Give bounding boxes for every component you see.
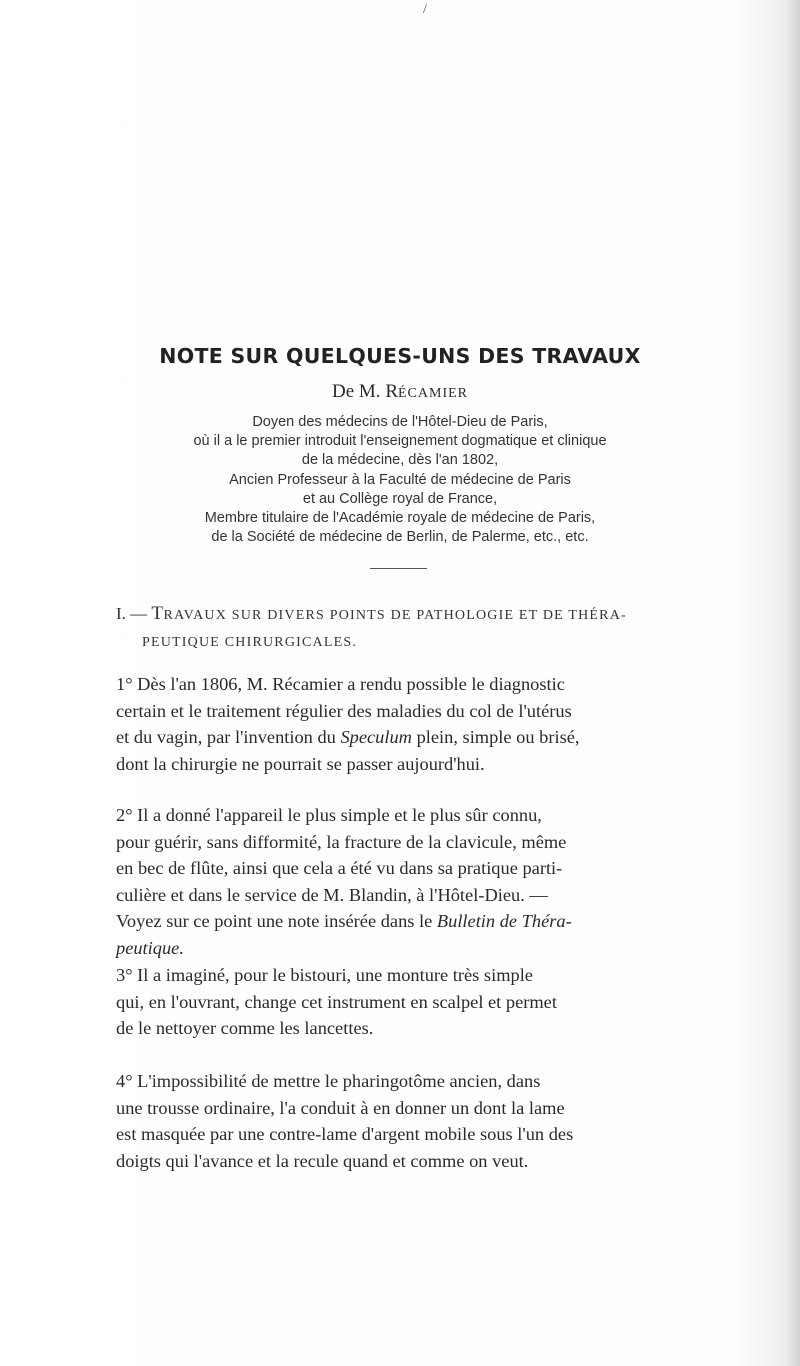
paragraph-line: une trousse ordinaire, l'a conduit à en donner un dont la lame <box>116 1097 565 1118</box>
paragraph-line: et du vagin, par l'invention du Speculum plein, simple ou brisé, <box>116 727 580 748</box>
paragraph-line: 3° Il a imaginé, pour le bistouri, une monture très simple <box>116 965 533 985</box>
section-heading-line1: RAVAUX SUR DIVERS POINTS DE PATHOLOGIE ET DE THÉRA- <box>163 608 627 623</box>
author-line <box>0 381 800 403</box>
paragraph-line: qui, en l'ouvrant, change cet instrument en scalpel et permet <box>116 991 557 1012</box>
page-title: NOTE SUR QUELQUES-UNS DES TRAVAUX <box>159 344 641 368</box>
speculum-term: Speculum <box>340 727 412 748</box>
credential-line: Doyen des médecins de l'Hôtel-Dieu de Paris, <box>252 414 548 430</box>
paragraph-4 <box>116 1068 696 1174</box>
page-edge-shadow <box>786 0 800 1366</box>
bulletin-title: Bulletin de Théra- <box>436 911 572 932</box>
section-heading <box>116 600 686 656</box>
credential-line: de la Société de médecine de Berlin, de Palerme, etc., etc. <box>211 529 589 546</box>
paragraph-3 <box>116 962 696 1042</box>
paragraph-line: est masquée par une contre-lame d'argent mobile sous l'un des <box>116 1124 574 1145</box>
paragraph-line: doigts qui l'avance et la recule quand et comme on veut. <box>116 1150 529 1171</box>
credential-line: Membre titulaire de l'Académie royale de médecine de Paris, <box>204 510 596 527</box>
paragraph-line: 2° Il a donné l'appareil le plus simple et le plus sûr connu, <box>116 805 542 825</box>
paragraph-1 <box>116 671 696 777</box>
author-credentials <box>140 413 660 547</box>
paragraph-line: certain et le traitement régulier des maladies du col de l'utérus <box>116 700 572 721</box>
section-heading-initial: T <box>151 603 164 624</box>
paragraph-line: dont la chirurgie ne pourrait se passer aujourd'hui. <box>116 753 485 774</box>
paragraph-line <box>116 935 696 962</box>
author-prefix: De M. <box>332 381 386 402</box>
paragraph-line: culière et dans le service de M. Blandin, à l'Hôtel-Dieu. — <box>116 884 548 905</box>
paragraph-line: 1° Dès l'an 1806, M. Récamier a rendu possible le diagnostic <box>116 674 565 694</box>
paragraph-line: Voyez sur ce point une note insérée dans le Bulletin de Théra- <box>116 911 572 932</box>
paragraph-line: 4° L'impossibilité de mettre le pharingotôme ancien, dans <box>116 1071 541 1091</box>
author-initial: R <box>385 381 398 402</box>
top-mark: / <box>423 2 427 17</box>
section-heading-line2: PEUTIQUE CHIRURGICALES. <box>142 635 358 650</box>
credential-line: et au Collège royal de France, <box>302 490 498 507</box>
paragraph-line: pour guérir, sans difformité, la fracture de la clavicule, même <box>116 831 567 852</box>
separator-rule <box>370 568 427 569</box>
author-smallcaps: ÉCAMIER <box>398 386 468 401</box>
credential-line: où il a le premier introduit l'enseignement dogmatique et clinique <box>193 433 607 450</box>
paragraph-line: de le nettoyer comme les lancettes. <box>116 1018 374 1039</box>
paragraph-2 <box>116 802 696 962</box>
bulletin-title-cont: peutique. <box>116 937 184 958</box>
section-number: I. — <box>116 604 152 623</box>
credential-line: Ancien Professeur à la Faculté de médecine de Paris <box>229 471 571 488</box>
paragraph-line: en bec de flûte, ainsi que cela a été vu dans sa pratique parti- <box>116 858 563 879</box>
credential-line: de la médecine, dès l'an 1802, <box>301 452 499 469</box>
